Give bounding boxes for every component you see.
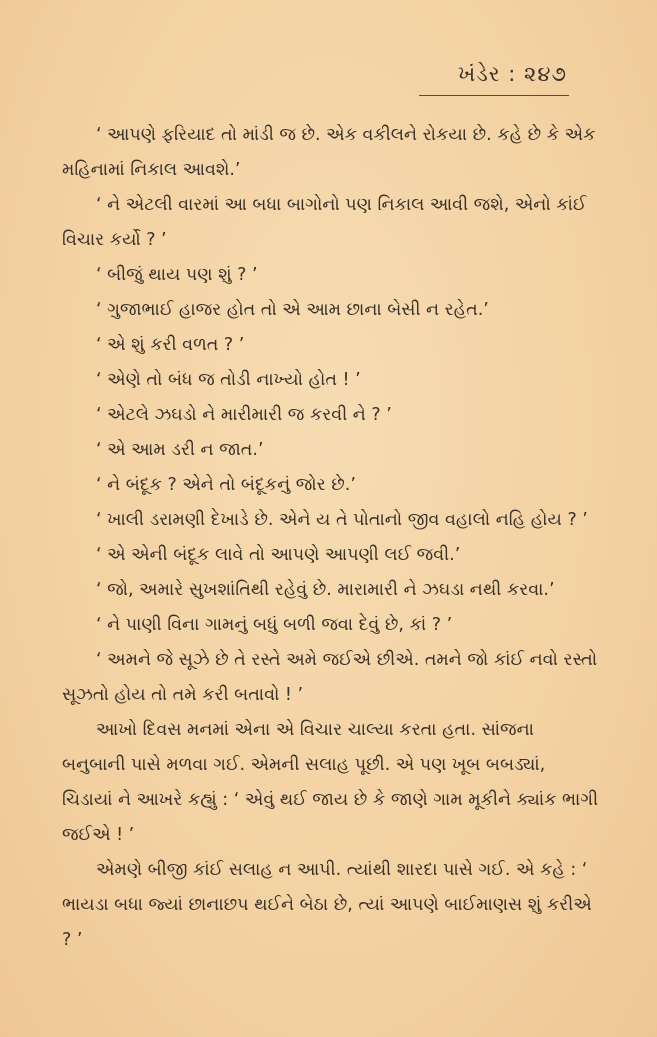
running-header: ખંડેર : ૨૪૭ <box>457 62 567 86</box>
paragraph-8: ‘ એ આમ ડરી ન જાત.’ <box>96 440 264 460</box>
paragraph-6: ‘ એણે તો બંધ જ તોડી નાખ્યો હોત ! ’ <box>96 370 361 390</box>
paragraph-13: ‘ ને પાણી વિના ગામનું બધું બળી જવા દેવું છે, કાં ? ’ <box>96 615 453 635</box>
paragraph-11: ‘ એ એની બંદૂક લાવે તો આપણે આપણી લઈ જવી.’ <box>96 545 461 565</box>
paragraph-2: ‘ ને એટલી વારમાં આ બધા બાગોનો પણ નિકાલ આવી જશે, એનો કાંઈ વિચાર કર્યો ? ’ <box>62 195 592 250</box>
paragraph-3: ‘ બીજું થાય પણ શું ? ’ <box>96 265 258 285</box>
paragraph-12: ‘ જો, અમારે સુખશાંતિથી રહેવું છે. મારામારી ને ઝઘડા નથી કરવા.’ <box>96 580 555 600</box>
paragraph-4: ‘ ગુજાભાઈ હાજર હોત તો એ આમ છાના બેસી ન રહેત.’ <box>96 300 489 320</box>
body-text <box>62 118 604 958</box>
paragraph-9: ‘ ને બંદૂક ? એને તો બંદૂકનું જોર છે.’ <box>96 475 356 495</box>
paragraph-15: આખો દિવસ મનમાં એના એ વિચાર ચાલ્યા કરતા હતા. સાંજના બનુબાની પાસે મળવા ગઈ. એમની સલાહ પૂછી. એ પણ ખૂબ બબડ્યાં, ચિડાયાં ને આખરે કહ્યું : ‘ એવું થઈ જાય છે કે જાણે ગામ મૂકીને ક્યાંક ભાગી જઈએ ! ’ <box>62 720 604 845</box>
paragraph-10: ‘ ખાલી ડરામણી દેખાડે છે. એને ય તે પોતાનો જીવ વહાલો નહિ હોય ? ’ <box>96 510 588 530</box>
paragraph-5: ‘ એ શું કરી વળત ? ’ <box>96 335 245 355</box>
paragraph-16: એમણે બીજી કાંઈ સલાહ ન આપી. ત્યાંથી શારદા પાસે ગઈ. એ કહે : ‘ ભાયડા બધા જ્યાં છાનાછપ થઈને બેઠા છે, ત્યાં આપણે બાઈમાણસ શું કરીએ ? ’ <box>62 860 598 950</box>
paragraph-14: ‘ અમને જે સૂઝે છે તે રસ્તે અમે જઈએ છીએ. તમને જો કાંઈ નવો રસ્તો સૂઝતો હોય તો તમે કરી બતાવો ! ’ <box>62 650 603 705</box>
paragraph-7: ‘ એટલે ઝઘડો ને મારીમારી જ કરવી ને ? ’ <box>96 405 392 425</box>
header-rule <box>419 95 569 96</box>
paragraph-1: ‘ આપણે ફરિયાદ તો માંડી જ છે. એક વકીલને રોકયા છે. કહે છે કે એક મહિનામાં નિકાલ આવશે.’ <box>62 125 602 180</box>
